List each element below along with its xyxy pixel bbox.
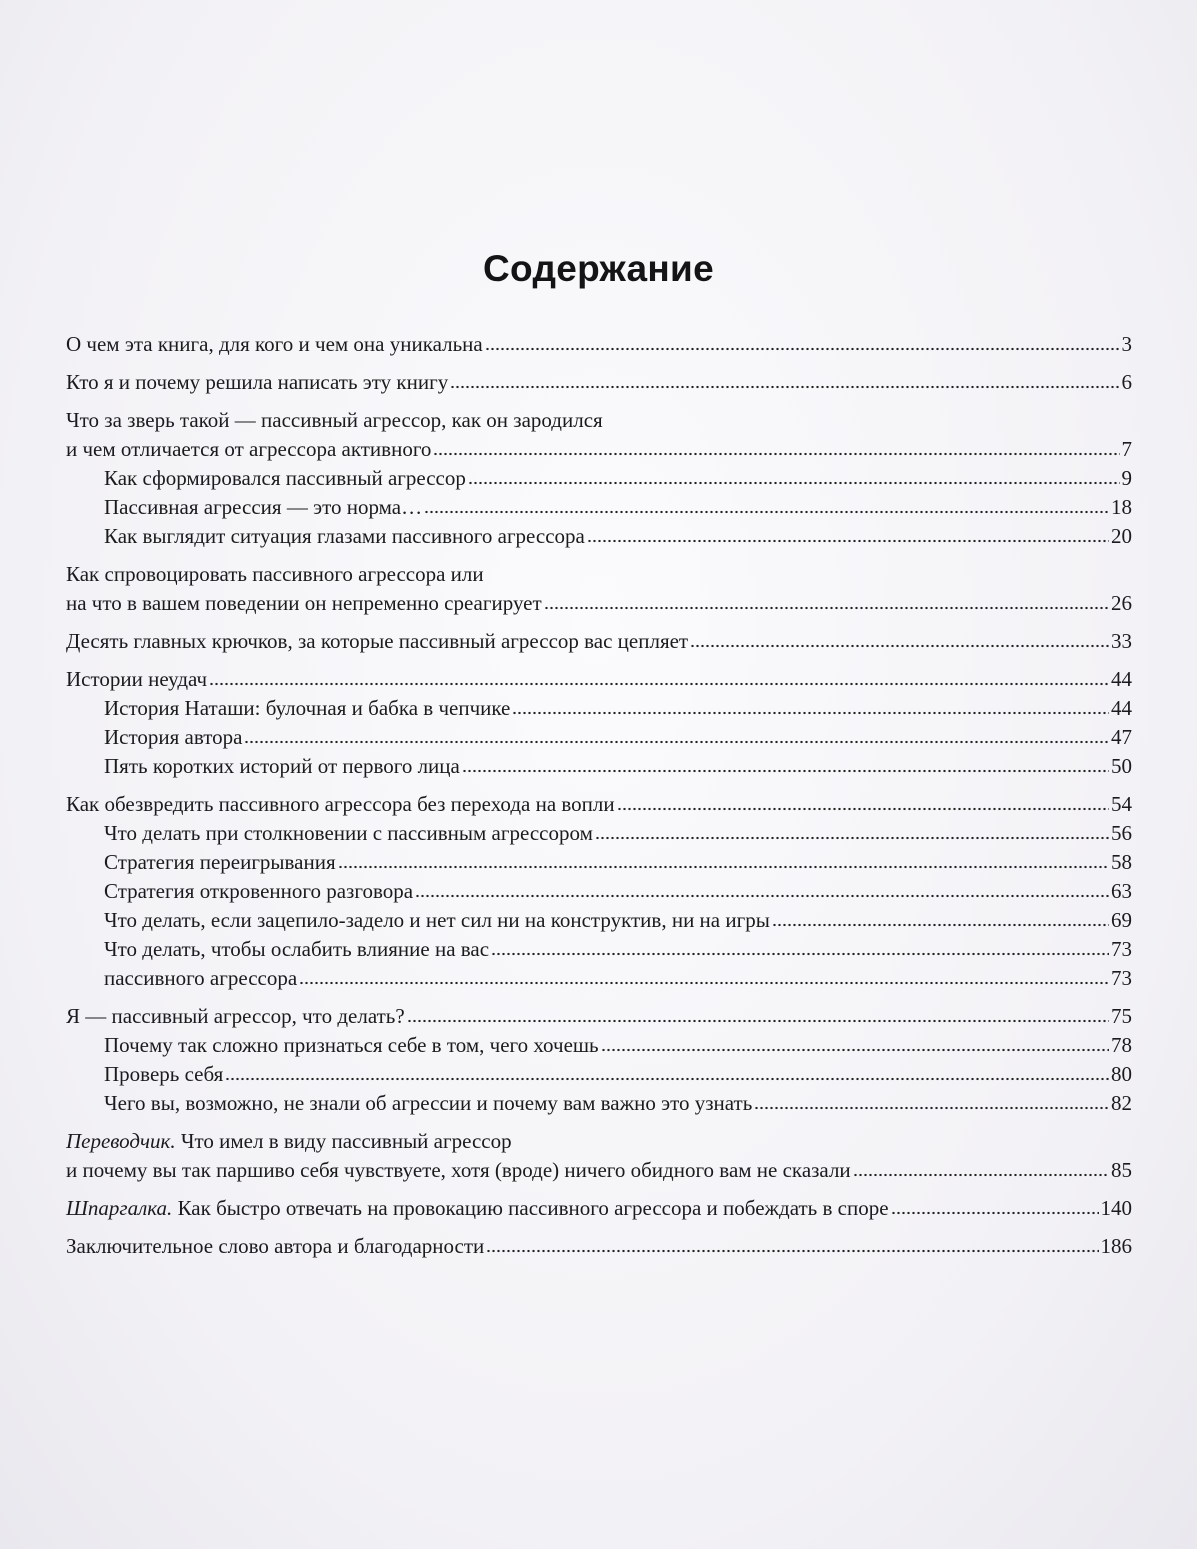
toc-entry-title <box>66 1194 889 1223</box>
dot-leader <box>485 346 1120 352</box>
toc-chapter <box>66 1232 1132 1261</box>
toc-page-number: 50 <box>1111 754 1132 778</box>
toc-line <box>104 694 1132 723</box>
toc-chapter <box>66 330 1132 359</box>
toc-page-number: 63 <box>1111 879 1132 903</box>
toc-line <box>104 464 1132 493</box>
toc-entry-text: Как быстро отвечать на провокацию пассивного агрессора и побеждать в споре <box>172 1196 889 1220</box>
toc-entry-title <box>104 522 585 551</box>
toc-entry-text: Как спровоцировать пассивного агрессора или <box>66 562 484 586</box>
toc-entry-text: Что за зверь такой — пассивный агрессор, как он зародился <box>66 408 603 432</box>
toc-page-number: 58 <box>1111 850 1132 874</box>
toc-entry-title <box>104 848 336 877</box>
toc-line <box>66 1127 1132 1156</box>
toc-entry-lead: Шпаргалка. <box>66 1196 173 1220</box>
toc-section <box>66 1060 1132 1089</box>
toc-line <box>66 790 1132 819</box>
toc-chapter <box>66 1127 1132 1185</box>
toc-entry-text: Пять коротких историй от первого лица <box>104 754 460 778</box>
toc-entry-title <box>66 589 542 618</box>
dot-leader <box>754 1105 1109 1111</box>
dot-leader <box>415 893 1109 899</box>
toc-page-number: 44 <box>1111 667 1132 691</box>
toc-entry-text: Я — пассивный агрессор, что делать? <box>66 1004 405 1028</box>
toc-entry-title <box>66 406 603 435</box>
toc-entry-title <box>66 368 448 397</box>
toc-chapter <box>66 790 1132 819</box>
toc-entry-title <box>66 665 207 694</box>
toc-line <box>104 1031 1132 1060</box>
toc-section <box>66 464 1132 493</box>
toc-page-number: 6 <box>1121 370 1132 394</box>
toc-page-number: 26 <box>1111 591 1132 615</box>
toc-section <box>66 906 1132 935</box>
toc-section <box>66 493 1132 522</box>
toc-entry-text: и чем отличается от агрессора активного <box>66 437 432 461</box>
toc-line <box>104 935 1132 964</box>
dot-leader <box>450 384 1119 390</box>
toc-page-number: 69 <box>1111 908 1132 932</box>
toc-entry-text: Как сформировался пассивный агрессор <box>104 466 466 490</box>
toc-line <box>66 665 1132 694</box>
toc-page-number: 75 <box>1111 1004 1132 1028</box>
toc-line <box>66 435 1132 464</box>
toc-page-number: 78 <box>1111 1033 1132 1057</box>
toc-entry-text: Стратегия откровенного разговора <box>104 879 414 903</box>
toc-line <box>66 1156 1132 1185</box>
toc-entry-title <box>104 694 510 723</box>
dot-leader <box>462 768 1109 774</box>
toc-line <box>104 819 1132 848</box>
toc-page-number: 80 <box>1111 1062 1132 1086</box>
toc-page-number: 140 <box>1100 1196 1132 1220</box>
toc-entry-text: Стратегия переигрывания <box>104 850 336 874</box>
dot-leader <box>690 643 1109 649</box>
toc-section <box>66 819 1132 848</box>
toc-entry-title <box>104 1060 223 1089</box>
toc-entry-text: Заключительное слово автора и благодарности <box>66 1234 485 1258</box>
dot-leader <box>433 451 1119 457</box>
toc-section <box>66 522 1132 551</box>
toc-entry-title <box>104 723 242 752</box>
toc-page-number: 73 <box>1111 966 1132 990</box>
toc-entry-text: Что делать, если зацепило-задело и нет сил ни на конструктив, ни на игры <box>104 908 770 932</box>
toc-line <box>104 877 1132 906</box>
toc-entry-title <box>104 1089 752 1118</box>
toc-line <box>66 1194 1132 1223</box>
dot-leader <box>772 922 1109 928</box>
toc-entry-title <box>104 906 770 935</box>
dot-leader <box>544 605 1109 611</box>
toc-entry-title <box>66 1156 851 1185</box>
toc-chapter <box>66 368 1132 397</box>
toc-entry-lead: Переводчик. <box>66 1129 176 1153</box>
toc-line <box>66 1232 1132 1261</box>
toc-line <box>66 560 1132 589</box>
toc-entry-title <box>66 435 431 464</box>
toc-page-number: 82 <box>1111 1091 1132 1115</box>
toc-page-number: 44 <box>1111 696 1132 720</box>
dot-leader <box>468 480 1120 486</box>
toc-line <box>66 627 1132 656</box>
dot-leader <box>512 710 1109 716</box>
toc-page-number: 9 <box>1121 466 1132 490</box>
toc-line <box>104 522 1132 551</box>
dot-leader <box>407 1018 1109 1024</box>
toc-line <box>66 330 1132 359</box>
toc-entry-title <box>104 935 489 964</box>
toc-entry-text: Кто я и почему решила написать эту книгу <box>66 370 449 394</box>
toc-entry-title <box>66 627 688 656</box>
toc-line <box>66 368 1132 397</box>
toc-page-number: 56 <box>1111 821 1132 845</box>
toc-entry-text: Как обезвредить пассивного агрессора без перехода на вопли <box>66 792 615 816</box>
toc-page-number: 18 <box>1111 495 1132 519</box>
toc-page-number: 186 <box>1100 1234 1132 1258</box>
toc-entry-text: Что делать при столкновении с пассивным агрессором <box>104 821 593 845</box>
dot-leader <box>209 681 1109 687</box>
dot-leader <box>486 1248 1098 1254</box>
toc-entry-text: Пассивная агрессия — это норма… <box>104 495 423 519</box>
page-title: Содержание <box>483 248 714 289</box>
toc-line <box>104 493 1132 522</box>
toc-page-number: 20 <box>1111 524 1132 548</box>
toc-line <box>104 848 1132 877</box>
toc-entry-text: Десять главных крючков, за которые пассивный агрессор вас цепляет <box>66 629 689 653</box>
toc-line <box>104 723 1132 752</box>
dot-leader <box>587 538 1109 544</box>
toc-section <box>66 935 1132 964</box>
toc-line <box>104 752 1132 781</box>
toc-entry-title <box>66 560 484 589</box>
toc-line <box>66 589 1132 618</box>
toc-entry-text: пассивного агрессора <box>104 966 298 990</box>
toc-entry-text: и почему вы так паршиво себя чувствуете, хотя (вроде) ничего обидного вам не сказали <box>66 1158 851 1182</box>
toc-entry-title <box>104 464 466 493</box>
toc-entry-title <box>104 877 413 906</box>
toc-chapter <box>66 1002 1132 1031</box>
toc-section <box>66 752 1132 781</box>
toc-line <box>66 1002 1132 1031</box>
toc-entry-text: О чем эта книга, для кого и чем она уникальна <box>66 332 483 356</box>
dot-leader <box>891 1210 1099 1216</box>
dot-leader <box>853 1172 1109 1178</box>
toc-line <box>104 1089 1132 1118</box>
toc-entry-text: Истории неудач <box>66 667 208 691</box>
toc-page-number: 33 <box>1111 629 1132 653</box>
toc-section <box>66 723 1132 752</box>
toc-chapter <box>66 1194 1132 1223</box>
toc-entry-text: Что делать, чтобы ослабить влияние на вас <box>104 937 490 961</box>
toc-line <box>104 964 1132 993</box>
dot-leader <box>424 509 1109 515</box>
toc-entry-title <box>66 1127 512 1156</box>
table-of-contents <box>66 330 1132 1261</box>
toc-section <box>66 877 1132 906</box>
toc-entry-title <box>104 964 297 993</box>
toc-entry-title <box>104 752 460 781</box>
toc-line <box>104 1060 1132 1089</box>
toc-entry-text: Как выглядит ситуация глазами пассивного агрессора <box>104 524 585 548</box>
dot-leader <box>601 1047 1109 1053</box>
toc-entry-title <box>104 493 422 522</box>
toc-page-number: 54 <box>1111 792 1132 816</box>
toc-entry-title <box>66 330 483 359</box>
toc-chapter <box>66 627 1132 656</box>
toc-entry-text: Проверь себя <box>104 1062 224 1086</box>
toc-entry-title <box>66 1002 405 1031</box>
toc-section <box>66 1089 1132 1118</box>
toc-chapter <box>66 560 1132 618</box>
toc-page-number: 85 <box>1111 1158 1132 1182</box>
dot-leader <box>299 980 1109 986</box>
toc-entry-title <box>104 819 593 848</box>
toc-section <box>66 848 1132 877</box>
dot-leader <box>617 806 1109 812</box>
toc-entry-title <box>66 790 615 819</box>
toc-page-number: 3 <box>1121 332 1132 356</box>
toc-section <box>66 964 1132 993</box>
toc-page-number: 73 <box>1111 937 1132 961</box>
toc-line <box>66 406 1132 435</box>
toc-entry-text: Чего вы, возможно, не знали об агрессии и почему вам важно это узнать <box>104 1091 753 1115</box>
toc-section <box>66 694 1132 723</box>
dot-leader <box>491 951 1109 957</box>
dot-leader <box>244 739 1109 745</box>
toc-entry-text: История автора <box>104 725 243 749</box>
dot-leader <box>595 835 1109 841</box>
dot-leader <box>225 1076 1109 1082</box>
toc-entry-text: Что имел в виду пассивный агрессор <box>175 1129 512 1153</box>
toc-page-number: 47 <box>1111 725 1132 749</box>
dot-leader <box>338 864 1109 870</box>
toc-entry-title <box>104 1031 599 1060</box>
toc-chapter <box>66 665 1132 694</box>
toc-section <box>66 1031 1132 1060</box>
toc-entry-text: История Наташи: булочная и бабка в чепчике <box>104 696 511 720</box>
toc-entry-title <box>66 1232 484 1261</box>
toc-page-number: 7 <box>1121 437 1132 461</box>
toc-entry-text: Почему так сложно признаться себе в том, чего хочешь <box>104 1033 599 1057</box>
toc-chapter <box>66 406 1132 464</box>
toc-entry-text: на что в вашем поведении он непременно среагирует <box>66 591 542 615</box>
toc-line <box>104 906 1132 935</box>
